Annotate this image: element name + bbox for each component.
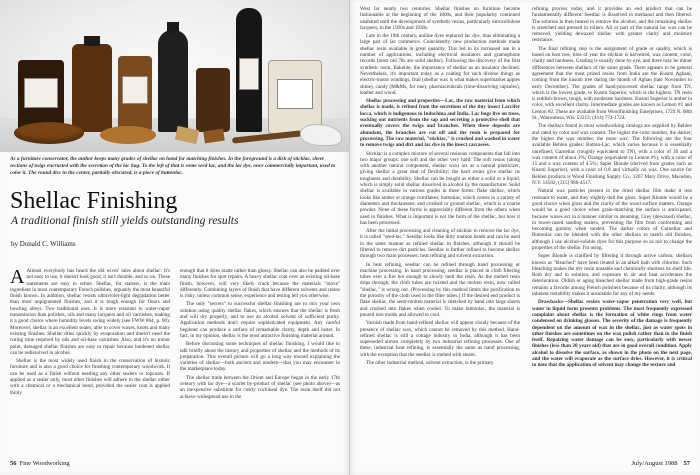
shellac-photo — [0, 0, 349, 152]
bottle-label — [122, 76, 148, 104]
left-page-body — [10, 268, 340, 454]
paragraph: The shellacs found in most woodworking catalogs are supplied by Behlen and rated by color and wax content. The higher the color number, the darker; the higher the wax number, the more wax. The following are the four available Behlen grades: Button-Lac, which varies because it is essentially unrefined; Garnetlac (roughly equivalent to TN), with a color of 30 and a wax content of about 3%; Orange (equivalent to Lemon #1), with a color of 15 and a wax content of 4.5%; Super Blonde (derived from grades such as Kusmi Superior), with a color of 0.8 and virtually no wax. One source for Behlen products is Wood Finishing Supply Co., 1267 Mary Drive, Macedon, N.Y. 14502; (315) 986-4517. — [532, 123, 692, 187]
left-page — [0, 0, 349, 475]
bottle-cap — [84, 36, 100, 46]
byline: by Donald C. Williams — [11, 240, 76, 248]
issue-date: July/August 1988 — [631, 460, 678, 467]
shellac-bottle — [236, 8, 262, 132]
page-number: 57 — [683, 460, 690, 467]
page-footer — [10, 460, 70, 468]
page-footer — [631, 460, 690, 468]
article-title: Shellac Finishing — [10, 188, 178, 214]
shellac-bottle — [18, 60, 64, 132]
paragraph: Sticklac is a complex mixture of several resinous components that fall into two major groups: one soft and the other very hard. The soft resins (along with another natural component, shellac wax) act as a natural plasticizer, giving shellac a great deal of flexibility; the hard resins give shellac its toughness and durability. Shellac can be bought as either a solid or a liquid, which is simply solid shellac dissolved in alcohol by the manufacturer. Solid shellac is available in various grades in three forms: flake shellac, which looks like amber or orange cornflakes; buttonlac, which comes in a variety of diameters and thicknesses; and crushed or ground shellac, which is a coarse powder. None of these forms is appreciably different from the others when used in finishes. What is important is not the form of the shellac, but how it has been processed. — [360, 150, 520, 226]
right-page-body — [360, 6, 692, 454]
alcohol-can — [268, 60, 322, 134]
bottle-label — [24, 78, 58, 108]
paragraph — [10, 268, 170, 356]
shellac-bottle — [118, 56, 152, 132]
paragraph: The other industrial method, solvent extraction, is the primary — [366, 360, 494, 367]
paragraph: Natural wax particles present in the dried shellac film make it less resistant to water, and they slightly dull the gloss. Super Blonde would be a good choice when gloss and the clarity of the wood surface matters. Orange would be a good choice when grain-matching the surface is anticipated, because waxes act in a manner similar to steaming. Grey (dewaxed) shellac, in lower-cased sanding sealers, preventing the film from conforming and becoming gummy when sanded. The darker colors of Garnetlac and Buttonlac can be blended with the other shellacs to match old finishes, although I use alcohol-soluble dyes for this purpose so as not to change the properties of the shellac I'm using. — [532, 188, 692, 251]
photo-caption: As a furniture conservator, the author keeps many grades of shellac on hand for matching finishes. In the foreground is a disk of sticklac, sheet sections of twigs encrusted with the secretion of the lac bug. To the left of that is some seed lac, and the lac dye, once commercially important, used to color it. The round disc in the center, partially obscured, is a piece of buttonlac. — [10, 156, 336, 176]
shellac-bottle — [196, 68, 230, 132]
paragraph: West for nearly two centuries. Shellac finishes on furniture became fashionable at the beginning of the 1800s, and their popularity continued unabated until the development of synthetic resins, particularly nitrocellulose lacquers, in the 1920s and 1930s. — [360, 6, 520, 31]
bottle-cap — [167, 22, 179, 34]
bottle-label — [239, 58, 259, 90]
paragraph: enough that it dries matte rather than glossy. Shellac can also be padded over many finishes for spot repairs. A heavy shellac coat over an existing oil-base finish, however, will very likely crack because the materials "move" differently. Combining layers of finish that have different solvents and resins is risky, unless common sense, experience and testing tell you otherwise. — [180, 268, 340, 300]
paragraph: Shellac is the most widely used finish in the conservation of historic furniture and is also a good choice for finishing contemporary woodwork. It can be used as a finish without needing any other sealers or topcoats. If applied as a sealer only, most other finishes will adhere to the shellac either with a chemical or a mechanical bond, provided the sealer coat is applied thinly — [10, 358, 170, 396]
shellac-bottle — [72, 44, 112, 132]
paragraph: The final refining step is the assignment of grade or quality, which is based on host tree, time of year the sticklac is harvested, wax content, color, clarity and hardness. Grading is usually done by eye, and there may be minor differences between shellacs of the same grade. There appears to be general agreement that the most prized resins from India are the Kusmi Aghani, coming from the kusum tree during the month of Aghan (late November to early December). The grades of hand-processed shellac range from TN, which is the lowest grade, to Kusmi Superior, which is the highest. TN resin is reddish-brown, tough, with moderate hardness. Kusmi Superior is amber in color, with excellent clarity. Intermediate grades are known as Lemon #1 and Lemon #2. These are available from Woodfinishing Enterprises, 1729 N. 68th St., Wauwatosa, Wis. 53213; (414) 774-1724. — [532, 45, 692, 122]
page-number: 56 — [10, 460, 17, 467]
text-column — [360, 6, 520, 454]
paragraph: Varnish made from hand-refined shellac will appear cloudy because of the presence of shellac wax, which cannot be removed by this method. Hand-refined shellac is still a cottage industry in India, although it has been superseded almost completely by two industrial refining processes. One of these, industrial heat refining, is essentially the same as hand processing, with the exception that the seedlac is melted with steam. — [360, 320, 520, 358]
drop-cap: A — [10, 268, 25, 288]
right-page — [350, 0, 700, 475]
section-paragraph: Drawbacks—Shellac resists water-vapor penetration very well, but water in liquid form presents problems. The most frequently expressed complaint about shellac is the formation of white rings from water condensed on drinking glasses. The severity of the damage is frequently dependent on the amount of wax in the shellac, just as water spots in other finishes are sometimes on the wax polish rather than in the finish itself. Repairing water damage can be easy, particularly with newer finishes (less than 20 years old) that are in good overall condition. Apply alcohol to dissolve the surface, as shown in the photo on the next page, and the water will evaporate as the surface dries. However, it is critical to note that the application of solvent may change the texture and — [532, 299, 692, 369]
paragraph: After the initial processing and cleaning of sticklac to remove the lac dye, it is called "seed-lac." Seedlac looks like dirty maroon beads and can be used in the same manner as refined shellac in finishes, although it should be filtered to remove dirt particles. Seedlac is further refined to become shellac through two main processes: heat refining and solvent extraction. — [360, 228, 520, 260]
text-column — [180, 268, 340, 454]
seedlac-dish — [14, 122, 84, 144]
paragraph: In heat refining, seedlac can be refined through hand processing or machine processing. In hand processing, seedlac is placed in cloth filtering tubes over a fire hot enough to slowly melt the resin. As the melted resin drips through, the cloth tubes are twisted and the molten resin, now called "shellac," is wrung out. (Processing by this method limits the purification to the porosity of the cloth used in the filter tubes.) If the desired end product is flake shellac, the semi-molten material is stretched by hand into large sheets and crushed into flakes when cooled. To make buttonlac, the material is poured into molds and allowed to cool. — [360, 261, 520, 318]
paragraph: Before discussing some techniques of shellac finishing, I would like to talk briefly about the history and properties of shellac and the methods of its preparation. This overall picture will go a long way toward explaining the varieties of shellac—both ancient and modern—that you may encounter in the marketplace today. — [180, 341, 340, 373]
article-subtitle: A traditional finish still yields outstanding results — [11, 215, 239, 227]
paragraph: refining process today, and it provides an end product that can be fundamentally different. Seedlac is dissolved in methanol and then filtered. The solution is then heated to remove the alcohol, and the remaining shellac is stretched and pressed in rollers. All or part of the natural lac wax can be removed, yielding dewaxed shellac with greater clarity and moisture resistance. — [532, 6, 692, 44]
paragraph: The only "secrets" to successful shellac finishing are to mix your own solution using quality shellac flakes, which ensures that the shellac is fresh and will dry properly, and to use an alcohol solvent of sufficient purity. Application methods don't require sophisticated equipment. Any careful beginner can produce a surface of remarkable clarity, depth and luster. In fact, in my opinion, shellac is the most attractive finishing material around. — [180, 301, 340, 339]
paragraph: Super Blonde is clarified by filtering it through active carbon; shellacs known as "bleached" have been treated in an alkali bath with chlorine. Such bleaching makes the dry resin unstable and chemically shortens its shelf life. Both dry and in solution, and exposure to air and heat accelerates the deterioration. Oldish or aging bleached shellac made from high-grade resins remains a favorite among French polishers because of its clarity, although its inherent instability makes it unsuitable for any of my needs. — [532, 253, 692, 298]
buttonlac-disc — [100, 126, 156, 144]
paragraph: Late in the 19th century, aniline dyes replaced lac dye, thus eliminating a large part of lac commerce. Coincidently, new production methods made shellac resin available in great quantity. This led to its increased use in a number of applications, including electrical insulators and gramophone records (most old 78s are solid shellac). Following the discovery of the first synthetic resin, Bakelite, the importance of shellac as an insulator declined. Nevertheless, it's important today as a coating for such diverse things as electric-motor windings, fruit (shellac wax is what makes supermarket apples shine), candy (M&Ms, for one), pharmaceuticals (time-dissolving capsules), leather and wood. — [360, 33, 520, 96]
text-column — [10, 268, 170, 454]
paragraph: The shellac trade between the Orient and Europe began in the early 17th century with lac dye—a scarlet by-product of shellac (see photo above)—as an inexpensive substitute for costly cochineal dye. The resin itself did not achieve widespread use in the — [180, 374, 340, 400]
shellac-bottle — [158, 30, 188, 132]
magazine-name: Fine Woodworking — [19, 460, 70, 467]
paragraph-text: Almost everybody has heard the old wives' tales about shellac: It's not easy to use, it doesn't look good, it isn't durable, and so on. These statements are easy to refute. Shellac, for starters, is the main ingredient in most contemporary French polishes, arguably the most beautiful finish known. In addition, shellac resists ultraviolet-light degradation better than most unpigmented finishes, and it is tough enough for floors and bowling alleys. Two traditional uses. It is more resistant to water-vapor transmission than polishes, oils and many lacquers and oil varnishes, making it a good choice where humidity levels swing widely (see FWW #64, p. 90). Moreover, shellac is an excellent sealer, able to cover waxes, knots and many existing finishes. Shellac dries quickly by evaporation and doesn't need the curing time required by oils and oil-base varnishes. Also, and it's no minor point, damaged shellac finishes are easy to repair because hardened shellac can be redissolved in alcohol. — [10, 268, 170, 356]
section-paragraph: Shellac processing and properties—Lac, the raw material from which shellac is made, is refined from the secretions of the tiny insect Laccifer lacca, which is indigenous to Indochina and India. Lac bugs live on trees, sucking out nutrients from the sap and secreting a protective shell that eventually covers the twigs and branches. When these deposits are abundant, the branches are cut off and the resin is prepared for processing. The raw material, "sticklac," is crushed and washed in water to remove twigs and dirt and lac dye in the insect carcasses. — [360, 98, 520, 149]
text-column — [532, 6, 692, 454]
can-label — [277, 79, 313, 109]
